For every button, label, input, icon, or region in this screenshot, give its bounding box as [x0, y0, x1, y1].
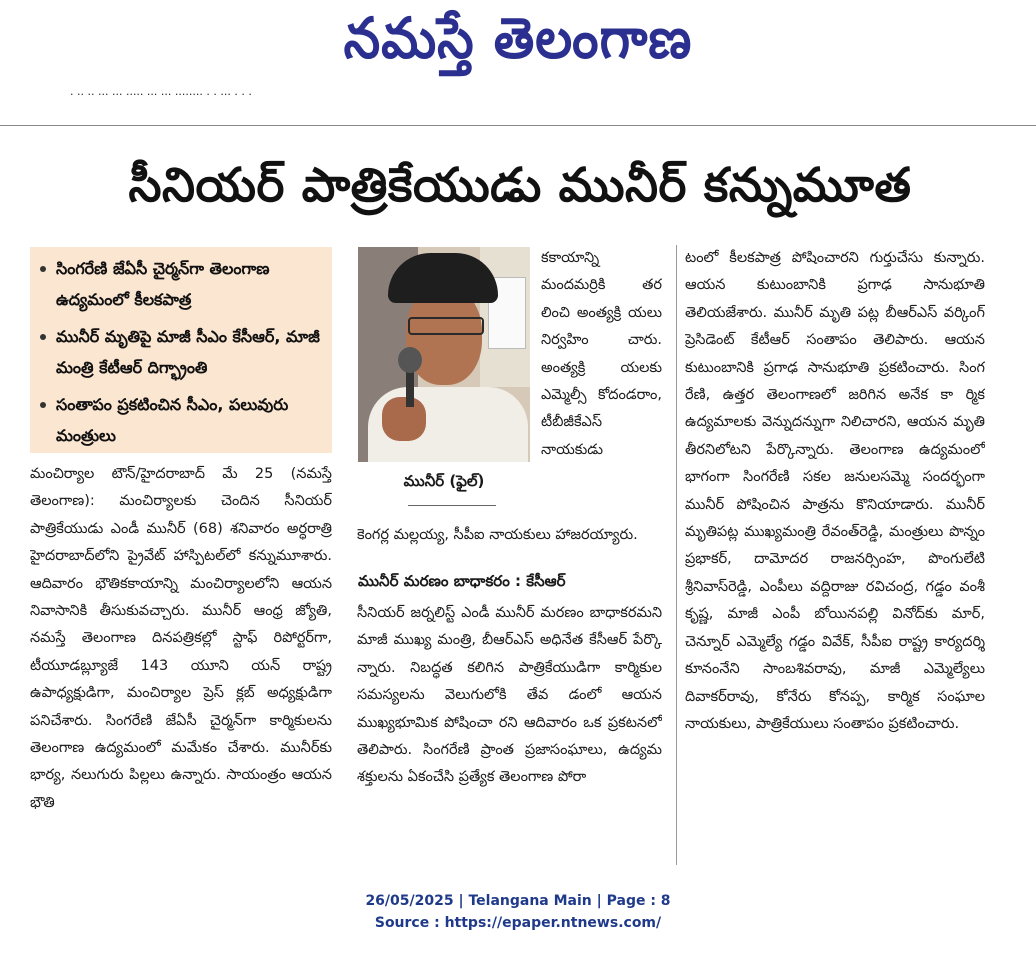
- column-2-text: సీనియర్ జర్నలిస్ట్ ఎండీ మునీర్ మరణం బాధాకరమని మాజీ ముఖ్య మంత్రి, బీఆర్‌ఎస్ అధినేత కేసీఆర్ పేర్కొ న్నారు. నిబద్ధత కలిగిన పాత్రికేయుడిగా కార్మికుల సమస్యలను వెలుగులోకి తేవ డంలో ఆయన ముఖ్యభూమిక పోషించా రని ఆదివారం ఒక ప్రకటనలో తెలిపారు. సింగరేణి ప్రాంత ప్రజాసంఘాలు, ఉద్యమ శక్తులను ఏకంచేసి ప్రత్యేక తెలంగాణ పోరా: [357, 605, 662, 786]
- footer-source-link[interactable]: Source : https://epaper.ntnews.com/: [374, 915, 662, 931]
- column-3-text: టంలో కీలకపాత్ర పోషించారని గుర్తుచేసు కున్నారు. ఆయన కుటుంబానికి ప్రగాఢ సానుభూతి తెలియజేశారు. మునీర్ మృతి పట్ల బీఆర్‌ఎస్ వర్కింగ్ ప్రెసిడెంట్ కేటీఆర్ సంతాపం తెలిపారు. ఆయన కుటుంబానికి ప్రగాఢ సానుభూతి ప్రకటించారు. సింగ రేణి, ఉత్తర తెలంగాణలో జరిగిన అనేక కా ర్మిక ఉద్యమాలకు వెన్నుదన్నుగా నిలిచారని, ఆయన మృతి తీరనిలోటని పేర్కొన్నారు. తెలంగాణ ఉద్యమంలో భాగంగా సింగరేణి సకల జనులసమ్మె సందర్భంగా మునీర్ పోషించిన పాత్రను కొనియాడారు. మునీర్ మృతిపట్ల ముఖ్యమంత్రి రేవంత్‌రెడ్డి, మంత్రులు పొన్నం ప్రభాకర్, దామోదర రాజనర్సింహ, పొంగులేటి శ్రీనివాస్‌రెడ్డి, ఎంపీలు వద్దిరాజు రవిచంద్ర, గడ్డం వంశీ కృష్ణ, మాజీ ఎంపీ బోయినపల్లి వినోద్‌కు మార్, చెన్నూర్ ఎమ్మెల్యే గడ్డం వివేక్, సీపీఐ రాష్ట్ర కార్యదర్శి కూనంనేని సాంబశివరావు, మాజీ ఎమ్మెల్యేలు దివాకర్‌రావు, కోనేరు కోనప్ప, కార్మిక సంఘాల నాయకులు, పాత్రికేయులు సంతాపం ప్రకటించారు.: [685, 250, 985, 732]
- article-column-2-continued: [357, 522, 662, 556]
- highlights-list: [38, 253, 326, 451]
- column-2-continued-text: కెంగర్ల మల్లయ్య, సీపీఐ నాయకులు హాజరయ్యారు.: [357, 527, 638, 543]
- article-photo: [358, 247, 530, 462]
- photo-caption: మునీర్ (ఫైల్): [403, 472, 485, 490]
- column-1-text: మంచిర్యాల టౌన్/హైదరాబాద్ మే 25 (నమస్తే తెలంగాణ): మంచిర్యాలకు చెందిన సీనియర్ పాత్రికేయుడు ఎండీ మునీర్ (68) శనివారం అర్ధరాత్రి హైదరాబాద్‌లోని ప్రైవేట్ హాస్పిటల్‌లో కన్నుమూశారు. ఆదివారం భౌతికకాయాన్ని మంచిర్యాలలోని ఆయన నివాసానికి తీసుకువచ్చారు. మునీర్ ఆంధ్ర జ్యోతి, నమస్తే తెలంగాణ దినపత్రికల్లో స్టాఫ్ రిపోర్టర్‌గా, టీయూడబ్ల్యూజే 143 యూని యన్ రాష్ట్ర ఉపాధ్యక్షుడిగా, మంచిర్యాల ప్రెస్ క్లబ్ అ‌ధ్యక్షుడిగా పనిచేశారు. సింగరేణి జేఏసీ చైర్మన్‌గా కార్మికులను తెలంగాణ ఉద్యమంలో మమేకం చేశారు. మునీర్‌కు భార్య, నలుగురు పిల్లలు ఉన్నారు. సాయంత్రం ఆయన భౌతి: [30, 466, 332, 811]
- highlight-item: సింగరేణి జేఏసీ చైర్మన్‌గా తెలంగాణ ఉద్యమంలో కీలకపాత్ర: [38, 253, 326, 315]
- article-column-1: [30, 461, 332, 865]
- ticker-strip: · ·· ·· ··· ··· ····· ··· ··· ········ · · ··· · · ·: [70, 88, 252, 101]
- page-footer: [0, 890, 1036, 940]
- article-headline: సీనియర్ పాత్రికేయుడు మునీర్ కన్నుమూత: [128, 158, 912, 213]
- caption-underline: [408, 505, 496, 506]
- photo-glasses: [408, 317, 484, 335]
- article-column-3: [685, 245, 985, 865]
- masthead: [0, 0, 1036, 80]
- highlight-item: మునీర్ మృతిపై మాజీ సీఎం కేసీఆర్, మాజీ మంత్రి కేటీఆర్ దిగ్భ్రాంతి: [38, 321, 326, 383]
- article-column-2-top: [541, 245, 662, 522]
- newspaper-logo: నమస్తే తెలంగాణ: [343, 6, 693, 72]
- highlights-box: [30, 247, 332, 453]
- column-2-top-text: కకాయాన్ని మందమర్రికి తర లించి అంత్యక్రి యలు నిర్వహిం చారు. అంత్యక్రి యలకు ఎమ్మెల్సీ కోదండరాం, టీబీజీకేఎస్ నాయకుడు: [541, 250, 662, 458]
- photo-hand: [382, 397, 426, 441]
- highlight-item: సంతాపం ప్రకటించిన సీఎం, పలువురు మంత్రులు: [38, 389, 326, 451]
- article-subhead: మునీర్ మరణం బాధాకరం : కేసీఆర్: [358, 572, 566, 590]
- microphone-icon: [398, 347, 422, 373]
- article-column-2: [357, 600, 662, 862]
- header-divider: [0, 125, 1036, 126]
- photo-microphone-handle: [406, 369, 414, 407]
- column-divider: [676, 245, 677, 865]
- footer-date-edition: 26/05/2025 | Telangana Main | Page : 8: [365, 893, 671, 909]
